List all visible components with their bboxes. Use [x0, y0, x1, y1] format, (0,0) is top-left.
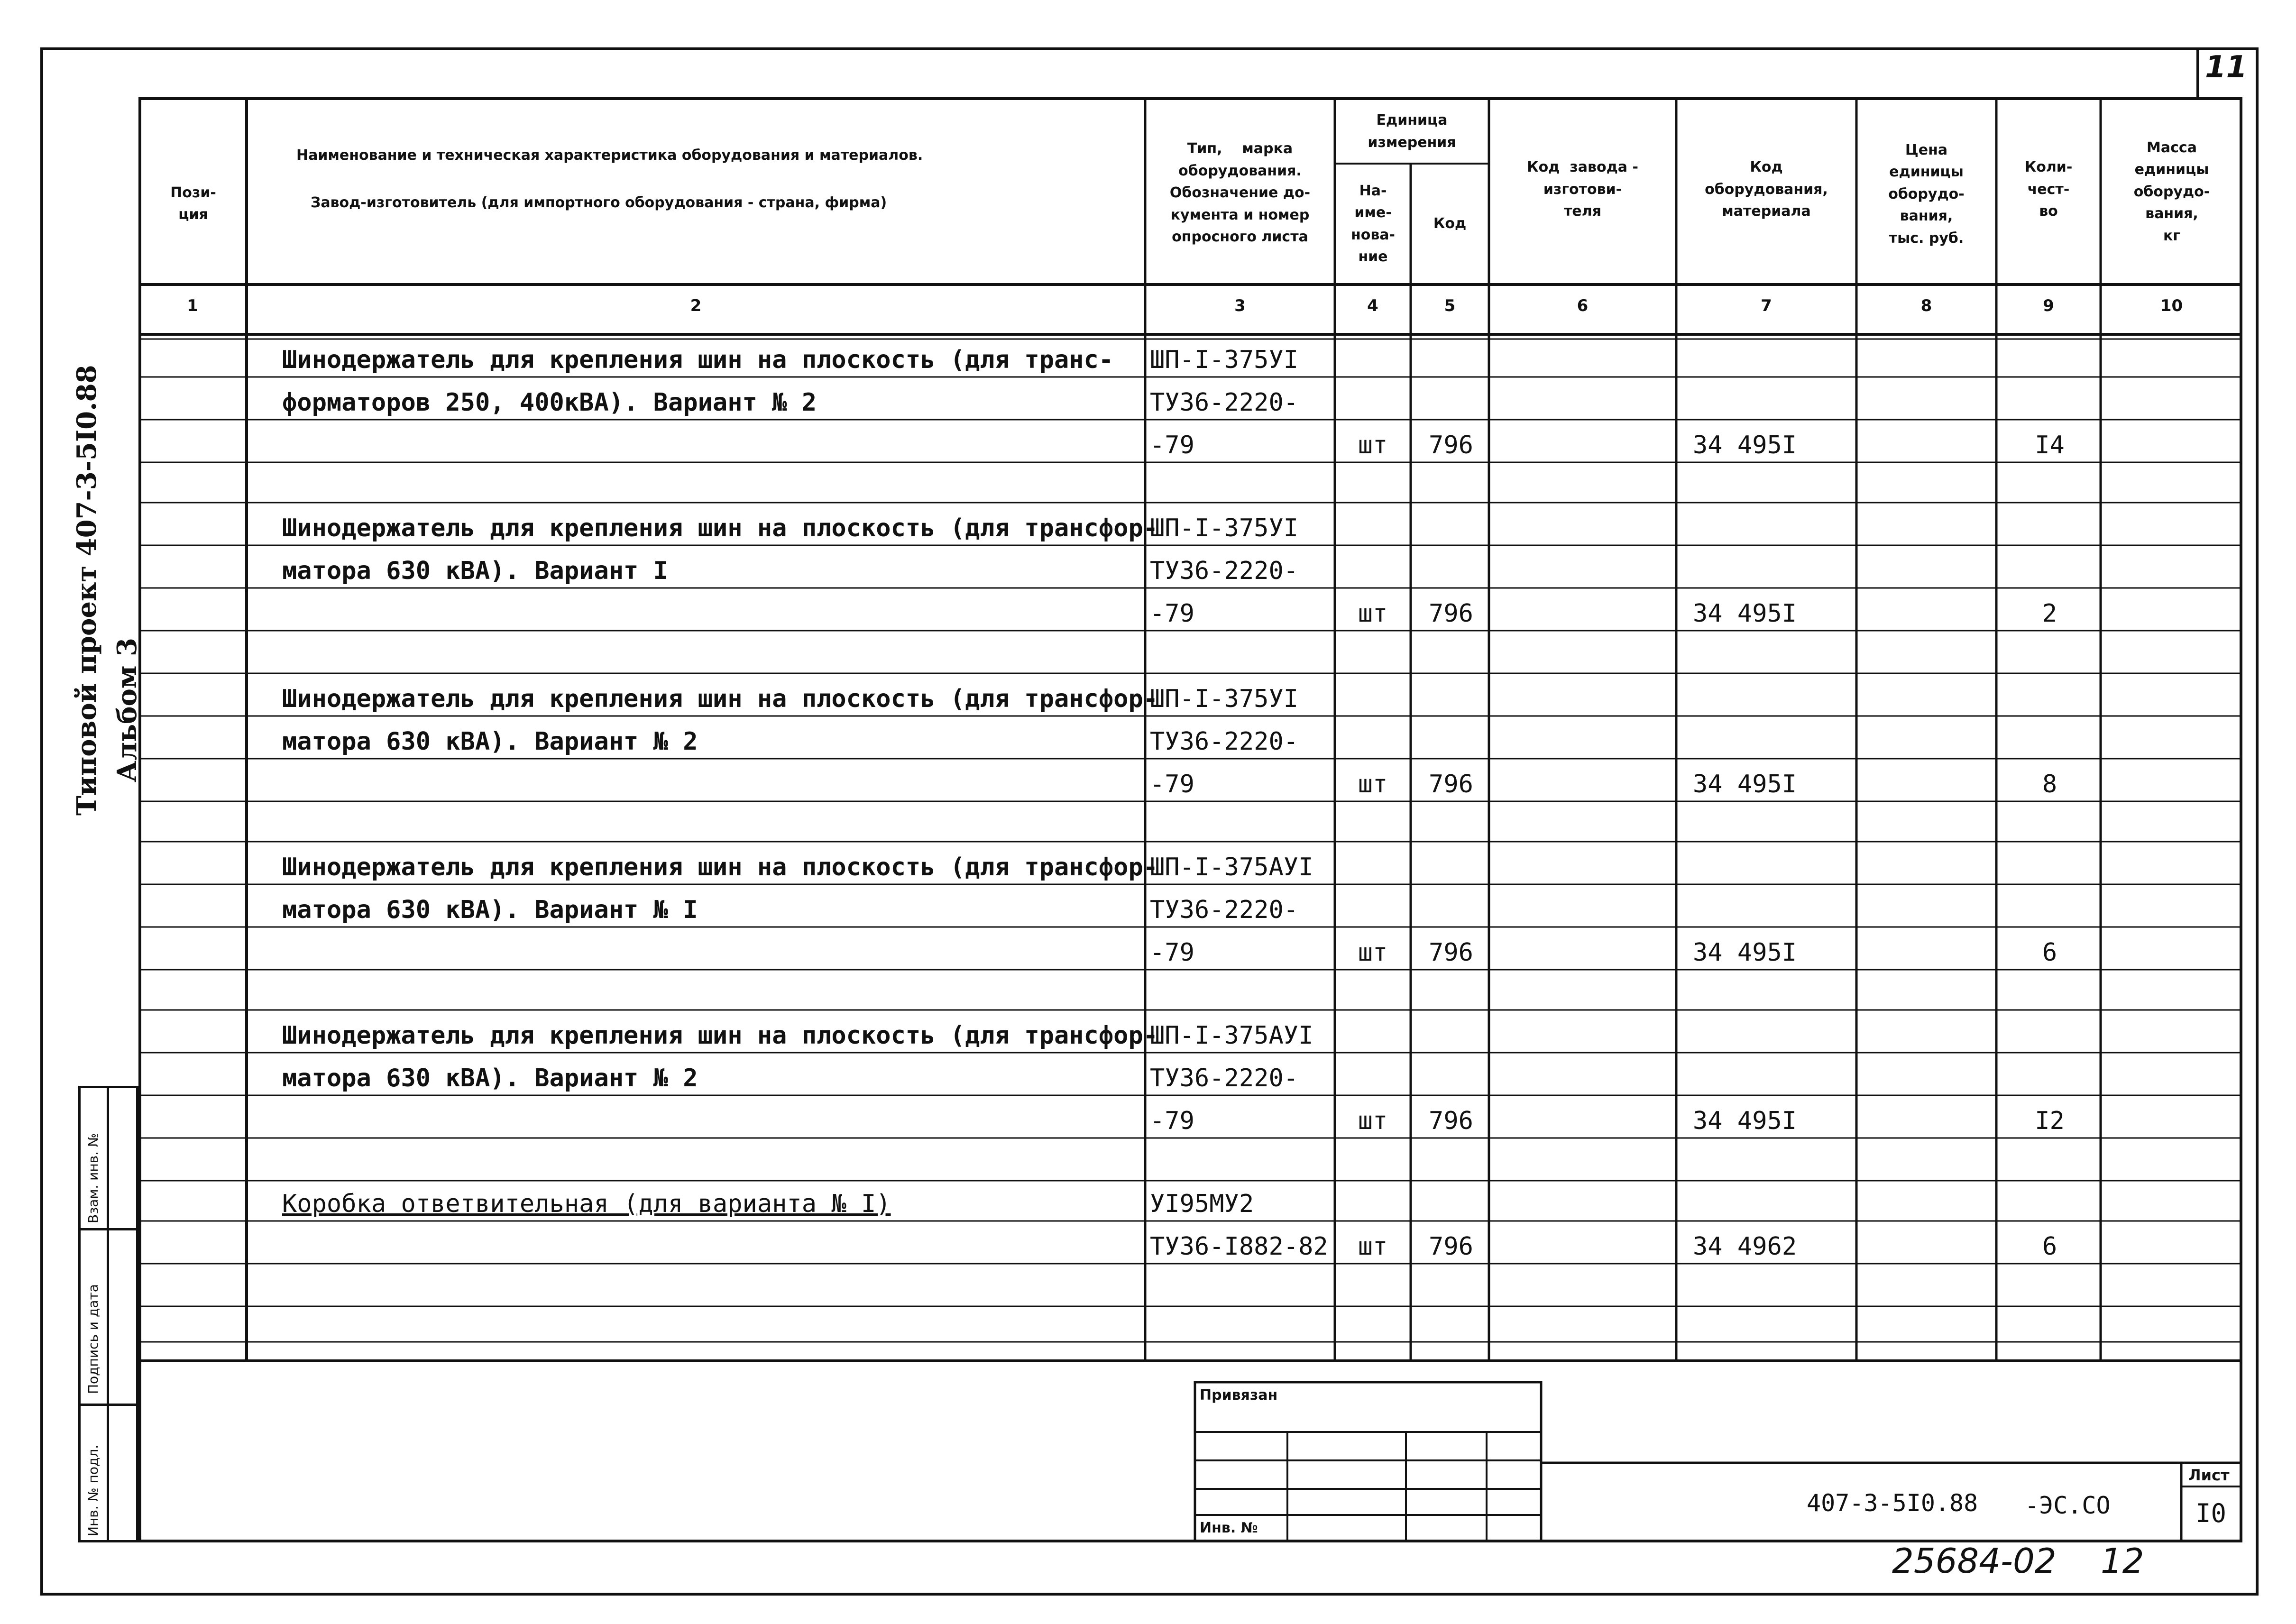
row-11-name: матора 630 кВА). Вариант № I — [282, 896, 698, 924]
row-3-code: 34 495I — [1693, 431, 1797, 459]
row-14-type: ТУ36-2220- — [1150, 1064, 1299, 1092]
row-2-type: ТУ36-2220- — [1150, 388, 1299, 417]
row-8-type: ТУ36-2220- — [1150, 727, 1299, 756]
row-17-unit-code: 796 — [1429, 1232, 1473, 1261]
handwritten-page: 12 — [2101, 1541, 2144, 1581]
document-suffix: -ЭС.СО — [2025, 1492, 2111, 1519]
row-17-unit: шт — [1358, 1232, 1388, 1261]
row-3-qty: I4 — [2035, 431, 2065, 459]
header-unit-group: Единица измерения — [1368, 112, 1456, 151]
row-12-type: -79 — [1150, 938, 1194, 967]
row-13-type: ШП-I-375АУI — [1150, 1021, 1313, 1050]
row-3-type: -79 — [1150, 431, 1194, 459]
row-6-unit: шт — [1358, 599, 1388, 628]
row-9-qty: 8 — [2042, 770, 2057, 798]
side-title-line1: Типовой проект 407-3-5I0.88 — [71, 365, 102, 816]
colnum-4: 4 — [1367, 296, 1378, 315]
row-1-name: Шинодержатель для крепления шин на плоскость (для транс- — [282, 346, 1114, 374]
row-6-type: -79 — [1150, 599, 1194, 628]
row-6-qty: 2 — [2042, 599, 2057, 628]
row-6-unit-code: 796 — [1429, 599, 1473, 628]
sheet-number: I0 — [2195, 1498, 2227, 1528]
header-name-line2: Завод-изготовитель (для импортного оборудования - страна, фирма) — [311, 194, 887, 211]
row-15-unit-code: 796 — [1429, 1107, 1473, 1135]
header-unit-name: На- име- нова- ние — [1350, 182, 1396, 265]
header-factory-code: Код завода - изготови- теля — [1527, 159, 1638, 220]
row-13-name: Шинодержатель для крепления шин на плоскость (для трансфор- — [282, 1021, 1158, 1050]
row-12-unit-code: 796 — [1429, 938, 1473, 967]
header-name-line1: Наименование и техническая характеристика оборудования и материалов. — [296, 147, 923, 164]
row-5-type: ТУ36-2220- — [1150, 557, 1299, 585]
row-12-code: 34 495I — [1693, 938, 1797, 967]
attached-label: Привязан — [1200, 1387, 1278, 1404]
row-2-name: форматоров 250, 400кВА). Вариант № 2 — [282, 388, 817, 417]
colnum-5: 5 — [1444, 296, 1456, 315]
row-9-code: 34 495I — [1693, 770, 1797, 798]
row-8-name: матора 630 кВА). Вариант № 2 — [282, 727, 698, 756]
row-15-code: 34 495I — [1693, 1107, 1797, 1135]
row-16-name: Коробка ответвительная (для варианта № I) — [282, 1190, 891, 1218]
row-9-unit-code: 796 — [1429, 770, 1473, 798]
colnum-3: 3 — [1234, 296, 1246, 315]
colnum-10: 10 — [2160, 296, 2183, 315]
row-4-type: ШП-I-375УI — [1150, 514, 1299, 542]
header-price: Цена единицы оборудо- вания, тыс. руб. — [1888, 141, 1965, 247]
row-10-type: ШП-I-375АУI — [1150, 853, 1313, 881]
row-15-qty: I2 — [2035, 1107, 2065, 1135]
row-17-qty: 6 — [2042, 1232, 2057, 1261]
row-11-type: ТУ36-2220- — [1150, 896, 1299, 924]
row-14-name: матора 630 кВА). Вариант № 2 — [282, 1064, 698, 1092]
row-16-type: УI95МУ2 — [1150, 1190, 1254, 1218]
header-unit-code: Код — [1433, 215, 1467, 232]
colnum-1: 1 — [187, 296, 198, 315]
row-9-unit: шт — [1358, 770, 1388, 798]
colnum-9: 9 — [2043, 296, 2054, 315]
row-7-type: ШП-I-375УI — [1150, 685, 1299, 713]
stamp-inv-podl: Инв. № подл. — [85, 1444, 101, 1536]
corner-sheet-number: 11 — [2205, 50, 2248, 85]
handwritten-number: 25684-02 — [1892, 1541, 2057, 1581]
row-10-name: Шинодержатель для крепления шин на плоскость (для трансфор- — [282, 853, 1158, 881]
colnum-6: 6 — [1577, 296, 1589, 315]
row-12-unit: шт — [1358, 938, 1388, 967]
row-17-type: ТУ36-I882-82 — [1150, 1232, 1328, 1261]
row-1-type: ШП-I-375УI — [1150, 346, 1299, 374]
header-mass: Масса единицы оборудо- вания, кг — [2133, 139, 2210, 244]
row-3-unit: шт — [1358, 431, 1388, 459]
document-code: 407-3-5I0.88 — [1807, 1489, 1978, 1517]
header-quantity: Коли- чест- во — [2024, 159, 2073, 220]
inv-no-label: Инв. № — [1200, 1520, 1258, 1536]
row-17-code: 34 4962 — [1693, 1232, 1797, 1261]
row-4-name: Шинодержатель для крепления шин на плоскость (для трансфор- — [282, 514, 1158, 542]
row-15-type: -79 — [1150, 1107, 1194, 1135]
header-type: Тип, марка оборудования. Обозначение до- кумента и номер опросного листа — [1169, 140, 1311, 246]
row-9-type: -79 — [1150, 770, 1194, 798]
colnum-2: 2 — [690, 296, 702, 315]
header-equipment-code: Код оборудования, материала — [1705, 159, 1828, 220]
row-3-unit-code: 796 — [1429, 431, 1473, 459]
row-12-qty: 6 — [2042, 938, 2057, 967]
stamp-vzam-inv: Взам. инв. № — [85, 1133, 101, 1223]
colnum-8: 8 — [1920, 296, 1932, 315]
row-7-name: Шинодержатель для крепления шин на плоскость (для трансфор- — [282, 685, 1158, 713]
stamp-signature-date: Подпись и дата — [85, 1284, 101, 1394]
row-5-name: матора 630 кВА). Вариант I — [282, 557, 668, 585]
colnum-7: 7 — [1761, 296, 1772, 315]
row-15-unit: шт — [1358, 1107, 1388, 1135]
sheet-label: Лист — [2188, 1466, 2230, 1484]
side-title-line2: Альбом 3 — [111, 638, 143, 782]
header-position: Пози- ция — [170, 184, 216, 223]
row-6-code: 34 495I — [1693, 599, 1797, 628]
